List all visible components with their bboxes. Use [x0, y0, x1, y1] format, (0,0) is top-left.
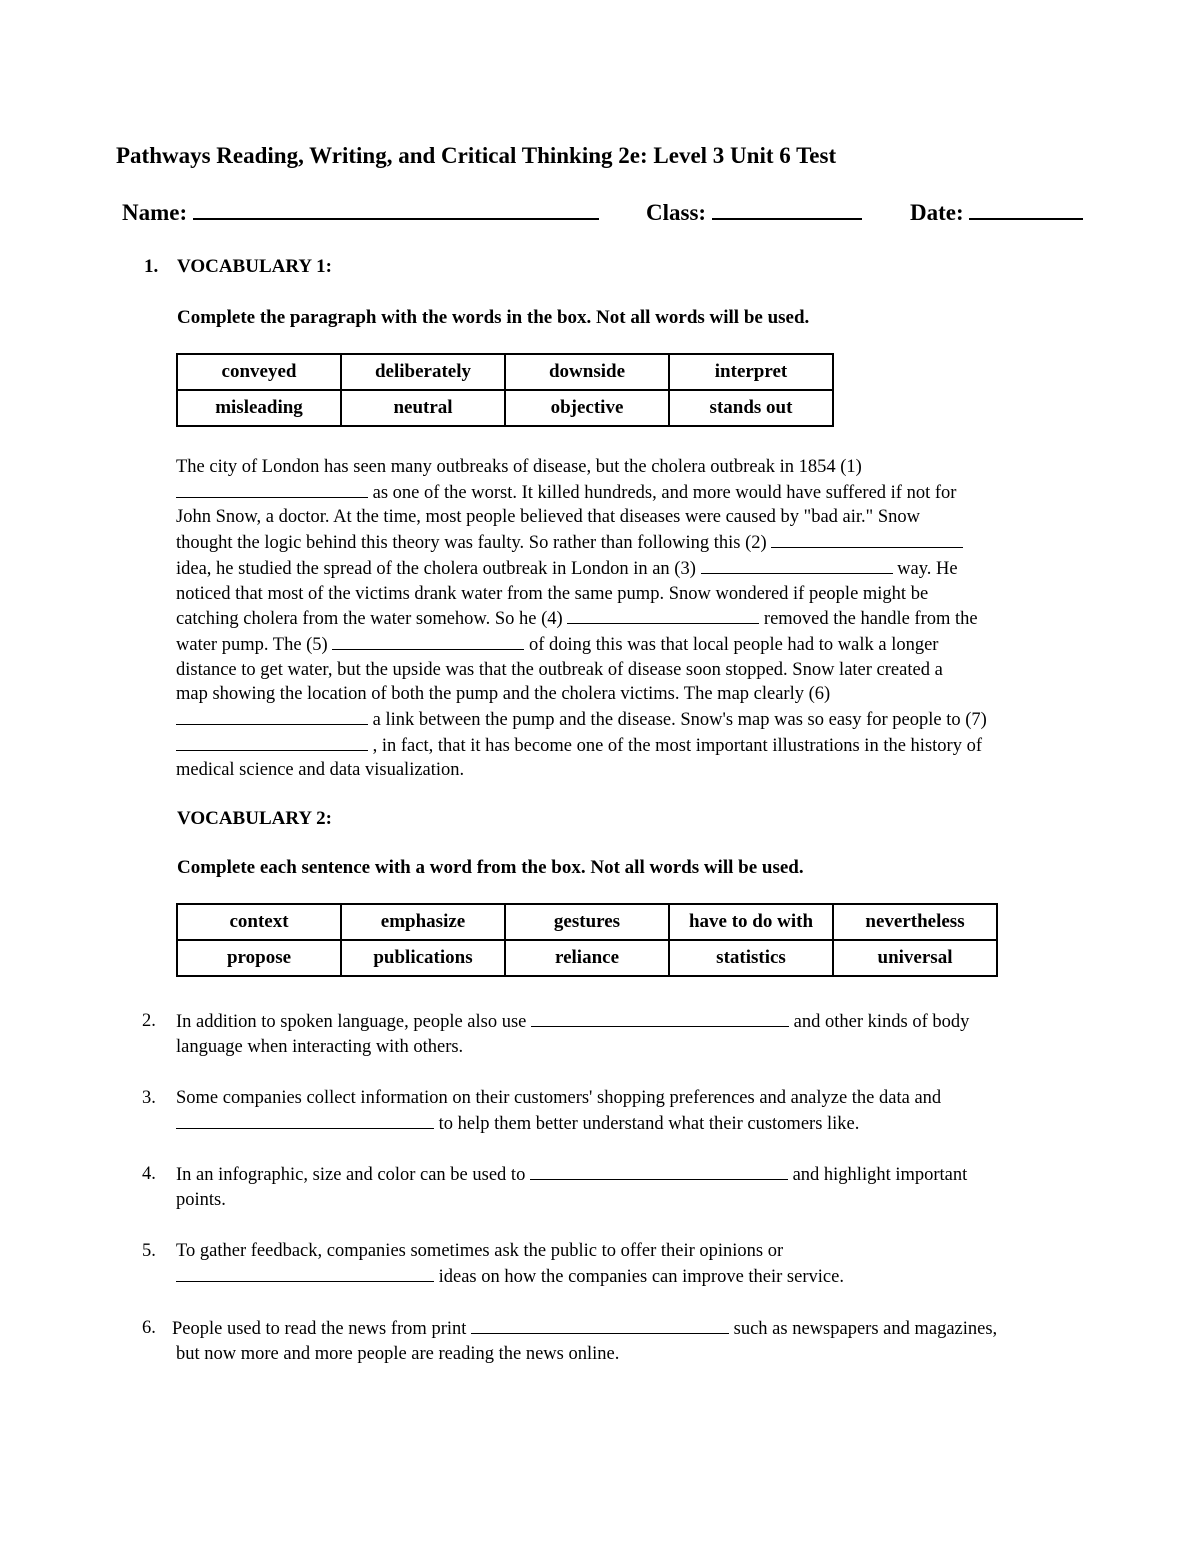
text-line — [176, 758, 1101, 783]
class-field[interactable] — [646, 200, 862, 226]
text-line — [176, 707, 1101, 733]
section-1-number: 1. — [144, 256, 159, 277]
question-number: 5. — [142, 1241, 156, 1261]
vocab-2-row — [177, 940, 997, 976]
section-1-instruction: Complete the paragraph with the words in the box. Not all words will be used. — [177, 307, 810, 328]
text-line — [176, 733, 1101, 759]
text-segment: John Snow, a doctor. At the time, most people believed that diseases were caused by "bad air." Snow — [176, 507, 920, 528]
name-field[interactable] — [122, 200, 599, 226]
text-segment: and other kinds of body — [789, 1012, 970, 1032]
text-segment: medical science and data visualization. — [176, 760, 465, 781]
question-number: 6. — [142, 1318, 156, 1338]
text-segment: way. He — [892, 558, 958, 579]
question-number: 2. — [142, 1011, 156, 1031]
text-line — [176, 1111, 941, 1137]
text-segment: catching cholera from the water somehow. So he (4) — [176, 609, 568, 630]
text-segment: idea, he studied the spread of the cholera outbreak in London in an (3) — [176, 558, 701, 579]
text-line — [176, 658, 1101, 683]
text-line — [176, 1264, 844, 1290]
text-line — [176, 1188, 967, 1213]
vocab-2-word: reliance — [505, 940, 669, 976]
class-blank[interactable] — [712, 200, 862, 220]
section-2-heading: VOCABULARY 2: — [177, 808, 332, 829]
class-label: Class: — [646, 200, 707, 225]
text-segment: and highlight important — [787, 1165, 968, 1185]
question-item — [142, 1239, 844, 1290]
text-line — [176, 1239, 844, 1264]
vocab-1-word: stands out — [669, 390, 833, 426]
text-segment: distance to get water, but the upside was that the outbreak of disease soon stopped. Snow later created a — [176, 659, 943, 680]
text-segment: to help them better understand what their customers like. — [434, 1114, 860, 1134]
vocab-2-row — [177, 904, 997, 940]
vocab-1-word: conveyed — [177, 354, 341, 390]
answer-blank[interactable] — [176, 1111, 434, 1129]
name-blank[interactable] — [193, 200, 599, 220]
text-line — [172, 1342, 997, 1367]
text-segment: a link between the pump and the disease. Snow's map was so easy for people to (7) — [368, 710, 987, 731]
text-line — [176, 1009, 969, 1035]
text-segment: points. — [176, 1190, 226, 1210]
text-segment: as one of the worst. It killed hundreds, and more would have suffered if not for — [368, 482, 957, 503]
question-item — [142, 1316, 998, 1367]
text-line — [176, 632, 1101, 658]
text-segment: Some companies collect information on their customers' shopping preferences and analyze the data and — [176, 1088, 942, 1108]
answer-blank[interactable] — [176, 733, 368, 751]
vocab-2-word: propose — [177, 940, 341, 976]
section-2-instruction: Complete each sentence with a word from the box. Not all words will be used. — [177, 857, 804, 878]
vocab-1-word: misleading — [177, 390, 341, 426]
vocab-2-word: statistics — [669, 940, 833, 976]
name-label: Name: — [122, 200, 188, 225]
vocab-1-row — [177, 390, 833, 426]
text-segment: The city of London has seen many outbreaks of disease, but the cholera outbreak in 1854 (1) — [176, 457, 862, 477]
question-number: 4. — [142, 1164, 156, 1184]
text-segment: In addition to spoken language, people also use — [176, 1012, 532, 1032]
vocab-1-word: objective — [505, 390, 669, 426]
answer-blank[interactable] — [531, 1009, 789, 1027]
cloze-paragraph — [176, 455, 1101, 783]
vocab-2-word: nevertheless — [833, 904, 997, 940]
text-line — [172, 1316, 997, 1342]
text-segment: water pump. The (5) — [176, 634, 333, 655]
text-segment: thought the logic behind this theory was faulty. So rather than following this (2) — [176, 533, 772, 554]
text-segment: but now more and more people are reading the news online. — [176, 1344, 620, 1364]
answer-blank[interactable] — [332, 632, 524, 650]
answer-blank[interactable] — [530, 1162, 788, 1180]
answer-blank[interactable] — [567, 606, 759, 624]
question-item — [142, 1086, 942, 1137]
vocab-2-word: have to do with — [669, 904, 833, 940]
vocab-2-word: context — [177, 904, 341, 940]
question-item — [142, 1162, 968, 1213]
page-title: Pathways Reading, Writing, and Critical Thinking 2e: Level 3 Unit 6 Test — [116, 143, 837, 168]
vocab-1-word: neutral — [341, 390, 505, 426]
text-line — [176, 582, 1101, 607]
text-segment: of doing this was that local people had to walk a longer — [524, 634, 939, 655]
text-segment: such as newspapers and magazines, — [729, 1319, 998, 1339]
text-line — [176, 1035, 969, 1060]
vocab-2-word: emphasize — [341, 904, 505, 940]
text-line — [176, 1086, 941, 1111]
vocab-1-word: interpret — [669, 354, 833, 390]
text-line — [176, 1162, 967, 1188]
text-segment: ideas on how the companies can improve their service. — [434, 1267, 844, 1287]
text-segment: noticed that most of the victims drank water from the same pump. Snow wondered if people might be — [176, 583, 929, 604]
text-line — [176, 556, 1101, 582]
answer-blank[interactable] — [471, 1316, 729, 1334]
text-line — [176, 606, 1101, 632]
question-item — [142, 1009, 970, 1060]
answer-blank[interactable] — [176, 707, 368, 725]
vocab-2-word: gestures — [505, 904, 669, 940]
text-segment: To gather feedback, companies sometimes ask the public to offer their opinions or — [176, 1241, 784, 1261]
text-segment: , in fact, that it has become one of the most important illustrations in the history of — [368, 735, 982, 756]
answer-blank[interactable] — [176, 480, 368, 498]
date-blank[interactable] — [969, 200, 1083, 220]
answer-blank[interactable] — [771, 530, 963, 548]
vocab-1-word: deliberately — [341, 354, 505, 390]
vocab-1-word: downside — [505, 354, 669, 390]
vocab-2-word-box — [176, 903, 998, 977]
text-line — [176, 530, 1101, 556]
answer-blank[interactable] — [176, 1264, 434, 1282]
text-line — [176, 455, 1101, 480]
answer-blank[interactable] — [701, 556, 893, 574]
date-label: Date: — [910, 200, 964, 225]
text-line — [176, 505, 1101, 530]
vocab-1-word-box — [176, 353, 834, 427]
vocab-2-word: universal — [833, 940, 997, 976]
section-1-heading: VOCABULARY 1: — [177, 256, 332, 277]
vocab-2-word: publications — [341, 940, 505, 976]
text-segment: People used to read the news from print — [172, 1319, 472, 1339]
text-line — [176, 682, 1101, 707]
text-segment: map showing the location of both the pump and the cholera victims. The map clearly (6) — [176, 684, 831, 705]
text-line — [176, 480, 1101, 506]
vocab-1-row — [177, 354, 833, 390]
text-segment: removed the handle from the — [759, 609, 978, 630]
date-field[interactable] — [910, 200, 1083, 226]
question-number: 3. — [142, 1088, 156, 1108]
text-segment: In an infographic, size and color can be used to — [176, 1165, 530, 1185]
text-segment: language when interacting with others. — [176, 1037, 464, 1057]
